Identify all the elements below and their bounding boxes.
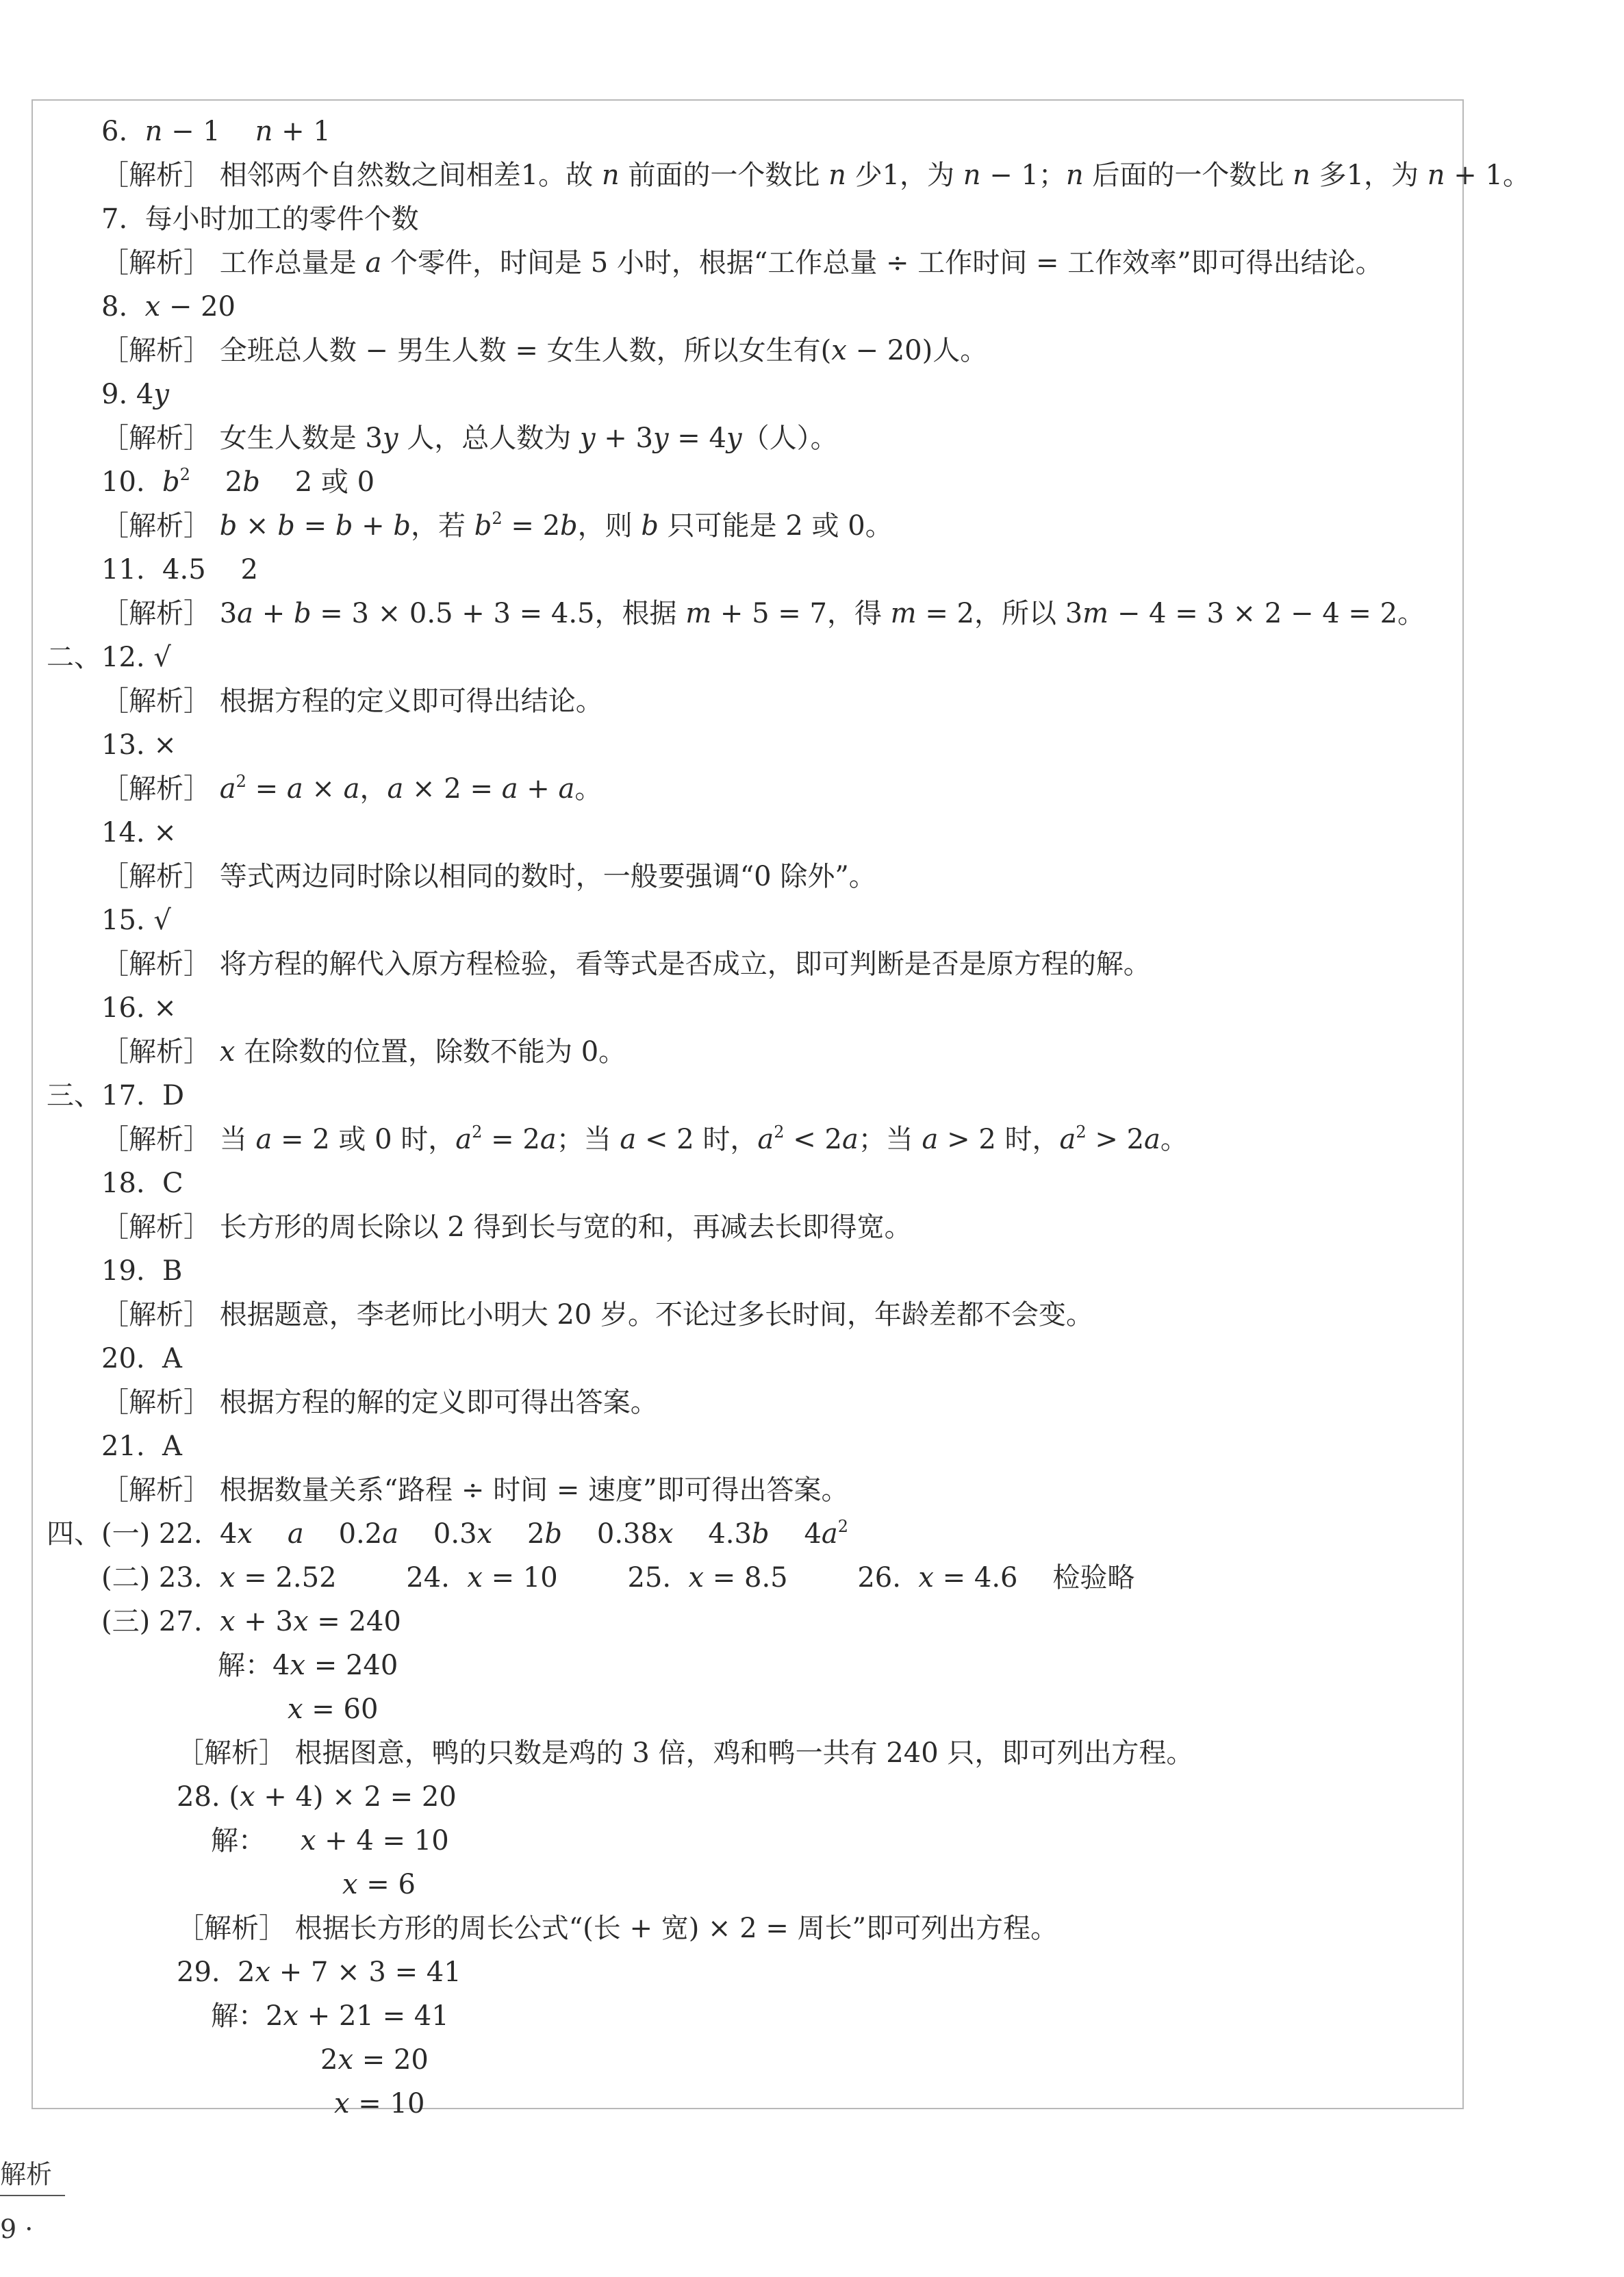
answer-line (211, 1994, 449, 2038)
answer-line-text: ［解析］ x 在除数的位置，除数不能为 0。 (101, 1036, 626, 1068)
answer-line (101, 1118, 1188, 1161)
answer-line-text: 18. C (101, 1168, 183, 1199)
answer-line-text: ［解析］ 根据图意，鸭的只数是鸡的 3 倍，鸡和鸭一共有 240 只，即可列出方程。 (177, 1737, 1194, 1769)
answer-line (334, 2082, 424, 2126)
answer-line-text: ［解析］ 等式两边同时除以相同的数时，一般要强调“0 除外”。 (101, 861, 876, 892)
answer-line-text: ［解析］ 当 a = 2 或 0 时，$a^2 = 2a$；当 a < 2 时，$a^2 < 2a$；当 a > 2 时，$a^2 > 2a$。 (101, 1122, 1188, 1155)
answer-line (177, 1907, 1058, 1950)
answer-line (101, 373, 169, 416)
answer-line (101, 285, 236, 329)
answer-line-text: ［解析］ 根据数量关系“路程 ÷ 时间 = 速度”即可得出答案。 (101, 1474, 849, 1506)
answer-line (101, 1293, 1093, 1337)
answer-line (101, 855, 876, 898)
answer-line (101, 241, 1383, 285)
answer-line (101, 811, 177, 855)
answer-line (101, 1337, 182, 1381)
answer-line (47, 636, 171, 679)
answer-line-text: ［解析］ 工作总量是 a 个零件，时间是 5 小时，根据“工作总量 ÷ 工作时间 = 工作效率”即可得出结论。 (101, 247, 1383, 279)
answer-line-text: 10. $b^2$ 2b 2 或 0 (101, 465, 375, 498)
answer-line (101, 110, 331, 153)
answer-line-text: ［解析］ 根据方程的解的定义即可得出答案。 (101, 1387, 658, 1418)
answer-line-text: ［解析］ 3a + b = 3 × 0.5 + 3 = 4.5，根据 m + 5 = 7，得 m = 2，所以 3m − 4 = 3 × 2 − 4 = 2。 (101, 598, 1425, 629)
answer-line-text: ［解析］ 根据题意，李老师比小明大 20 岁。不论过多长时间，年龄差都不会变。 (101, 1299, 1094, 1331)
answer-line-text: 29. 2x + 7 × 3 = 41 (177, 1957, 461, 1988)
answer-line (101, 898, 171, 942)
answer-line-text: ［解析］ 长方形的周长除以 2 得到长与宽的和，再减去长即得宽。 (101, 1211, 912, 1243)
answer-line (101, 592, 1425, 636)
footer-label: 解析 (0, 2159, 53, 2189)
answer-line-text: 28. (x + 4) × 2 = 20 (177, 1781, 457, 1813)
answer-line (101, 767, 602, 811)
answer-line (101, 548, 258, 592)
page-number: 9 · (0, 2214, 34, 2244)
answer-line-text: ［解析］ 根据长方形的周长公式“(长 + 宽) × 2 = 周长”即可列出方程。 (177, 1913, 1058, 1944)
answer-line (101, 1249, 182, 1293)
answer-line (101, 1161, 183, 1205)
answer-line-text: 2x = 20 (320, 2044, 429, 2076)
answer-line (47, 1074, 184, 1118)
answer-line-text: 11. 4.5 2 (101, 554, 258, 586)
answer-line (288, 1687, 378, 1731)
answer-line (101, 460, 375, 504)
answer-line-text: (三) 27. x + 3x = 240 (101, 1606, 401, 1637)
answer-line-text: 四、(一) 22. 4x a 0.2a 0.3x 2b 0.38x 4.3b $4a^2$ (47, 1517, 849, 1550)
answer-line (101, 504, 893, 548)
answer-line-text: 13. × (101, 729, 177, 761)
answer-line-text: x = 6 (342, 1869, 416, 1900)
answer-line (47, 1512, 848, 1556)
answer-line (101, 1424, 182, 1468)
answer-line (320, 2038, 429, 2082)
answer-line (342, 1863, 416, 1907)
answer-line-text: 三、17. D (47, 1080, 185, 1111)
answer-line-text: ［解析］ 根据方程的定义即可得出结论。 (101, 685, 603, 717)
answer-line-text: ［解析］ 女生人数是 3y 人，总人数为 y + 3y = 4y（人）。 (101, 423, 838, 454)
answer-line-text: 7. 每小时加工的零件个数 (101, 203, 419, 235)
answer-line-text: ［解析］ 相邻两个自然数之间相差1。故 n 前面的一个数比 n 少1，为 n − 1；n 后面的一个数比 n 多1，为 n + 1。 (101, 160, 1530, 191)
answer-line (177, 1950, 461, 1994)
answer-line (101, 1381, 658, 1424)
answer-line (211, 1819, 449, 1863)
answer-line-text: 解：4x = 240 (218, 1650, 398, 1681)
answer-line-text: x = 60 (288, 1694, 379, 1725)
answer-line (101, 1205, 912, 1249)
answer-line (101, 942, 1151, 986)
answer-line-text: ［解析］ $a^2 = a \times a$，a × 2 = a + a。 (101, 772, 602, 805)
answer-line-text: ［解析］ 全班总人数 − 男生人数 = 女生人数，所以女生有(x − 20)人。 (101, 335, 988, 366)
answer-line (101, 679, 603, 723)
answer-line-text: (二) 23. x = 2.52 24. x = 10 25. x = 8.5 26. x = 4.6 检验略 (101, 1562, 1135, 1594)
answer-line (101, 329, 987, 373)
answer-line-text: x = 10 (334, 2088, 425, 2119)
answer-line (101, 723, 177, 767)
footer-rule (0, 2195, 65, 2196)
answer-line-text: ［解析］ b × b = b + b，若 $b^2 = 2b$，则 b 只可能是 2 或 0。 (101, 509, 893, 542)
answer-line-text: 9. 4y (101, 379, 169, 410)
answer-line-text: 21. A (101, 1431, 182, 1462)
answer-line-text: ［解析］ 将方程的解代入原方程检验，看等式是否成立，即可判断是否是原方程的解。 (101, 948, 1151, 980)
answer-line (101, 1468, 849, 1512)
answer-line-text: 15. √ (101, 905, 171, 936)
answer-line (177, 1775, 457, 1819)
answer-line (218, 1644, 398, 1687)
answer-line-text: 8. x − 20 (101, 291, 236, 323)
answer-line-text: 14. × (101, 817, 177, 848)
answer-line-text: 20. A (101, 1343, 182, 1374)
answer-line-text: 16. × (101, 992, 177, 1024)
answer-line (101, 197, 419, 241)
answer-line-text: 解： x + 4 = 10 (211, 1825, 449, 1857)
answer-line (101, 416, 838, 460)
answer-line-text: 6. n − 1 n + 1 (101, 116, 331, 147)
answer-line (101, 986, 177, 1030)
answer-line (101, 1556, 1134, 1600)
answer-line (177, 1731, 1193, 1775)
answer-line-text: 二、12. √ (47, 642, 171, 673)
answer-line (101, 153, 1530, 197)
answer-line (101, 1600, 401, 1644)
answer-line-text: 解：2x + 21 = 41 (211, 2000, 449, 2032)
answer-line (101, 1030, 626, 1074)
answer-line-text: 19. B (101, 1255, 183, 1287)
